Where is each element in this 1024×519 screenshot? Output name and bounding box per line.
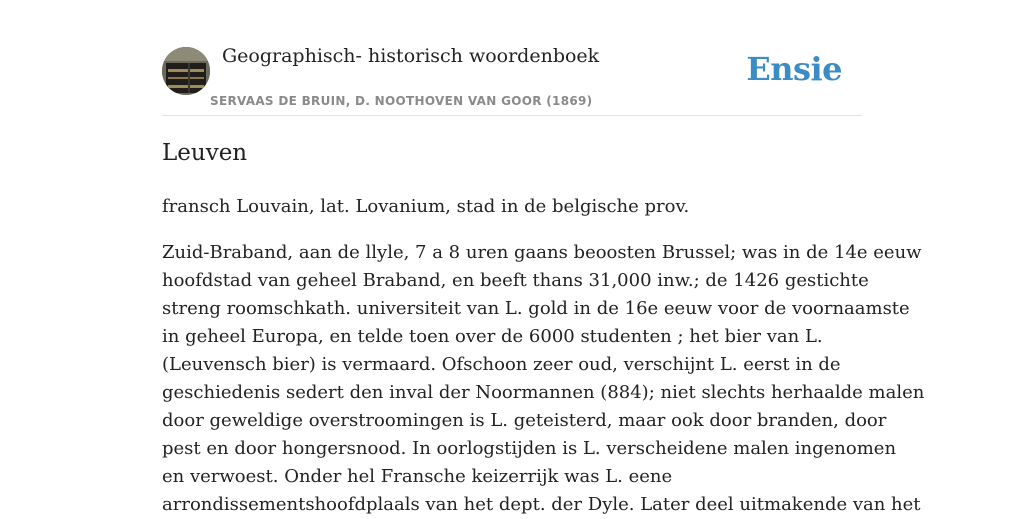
paragraph-line: streng roomschkath. universiteit van L. gold in de 16e eeuw voor de voornaamste bbox=[162, 298, 910, 319]
entry-title: Leuven bbox=[162, 140, 248, 166]
paragraph-line: geschiedenis sedert den inval der Noormannen (884); niet slechts herhaalde malen bbox=[162, 382, 925, 403]
paragraph-line: pest en door hongersnood. In oorlogstijden is L. verscheidene malen ingenomen bbox=[162, 438, 897, 459]
paragraph-line: hoofdstad van geheel Braband, en beeft thans 31,000 inw.; de 1426 gestichte bbox=[162, 270, 869, 291]
book-authors: SERVAAS DE BRUIN, D. NOOTHOVEN VAN GOOR (1869) bbox=[210, 94, 593, 108]
book-title[interactable]: Geographisch- historisch woordenboek bbox=[222, 45, 600, 67]
book-header bbox=[162, 0, 862, 116]
paragraph-line: en verwoest. Onder hel Fransche keizerrijk was L. eene bbox=[162, 466, 673, 487]
entry-paragraph-1: fransch Louvain, lat. Lovanium, stad in de belgische prov. bbox=[162, 196, 690, 217]
paragraph-line: in geheel Europa, en telde toen over de 6000 studenten ; het bier van L. bbox=[162, 326, 823, 347]
book-cover-avatar[interactable] bbox=[162, 47, 210, 95]
entry-paragraph-2 bbox=[162, 239, 925, 519]
paragraph-line: Zuid-Braband, aan de llyle, 7 a 8 uren gaans beoosten Brussel; was in de 14e eeuw bbox=[162, 242, 922, 263]
book-cover-icon bbox=[162, 47, 210, 95]
paragraph-line: door geweldige overstroomingen is L. geteisterd, maar ook door branden, door bbox=[162, 410, 887, 431]
page bbox=[162, 0, 925, 515]
ensie-logo-link[interactable]: Ensie bbox=[746, 50, 842, 88]
paragraph-line: arrondissementshoofdplaals van het dept. der Dyle. Later deel uitmakende van het bbox=[162, 494, 921, 515]
paragraph-line: (Leuvensch bier) is vermaard. Ofschoon zeer oud, verschijnt L. eerst in de bbox=[162, 354, 841, 375]
